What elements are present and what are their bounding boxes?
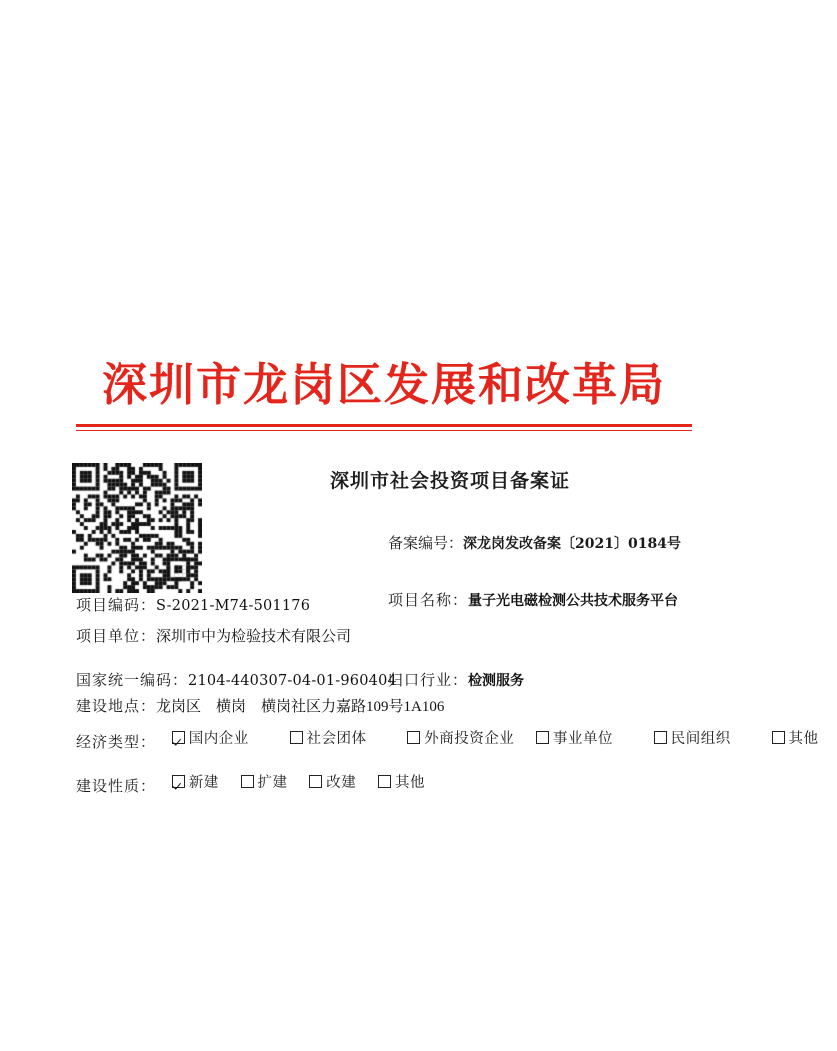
qr-code-icon — [72, 463, 202, 593]
checkbox-icon[interactable] — [378, 775, 391, 788]
field-industry-label: 归口行业： — [388, 673, 469, 689]
field-project-code-label: 项目编码： — [76, 598, 157, 614]
field-national-code-label: 国家统一编码： — [76, 673, 189, 689]
field-project-name — [388, 589, 678, 610]
checkbox-icon[interactable] — [536, 731, 549, 744]
construction-nature-option-new[interactable]: 新建 — [172, 772, 219, 794]
issuing-authority-title: 深圳市龙岗区发展和改革局 — [101, 358, 666, 411]
checkbox-icon[interactable] — [241, 775, 254, 788]
field-project-name-label: 项目名称： — [388, 593, 469, 609]
construction-nature-option-other[interactable]: 其他 — [378, 772, 425, 794]
checkbox-icon[interactable] — [172, 775, 185, 788]
field-project-name-value: 量子光电磁检测公共技术服务平台 — [468, 593, 679, 609]
record-number-label: 备案编号： — [388, 536, 464, 552]
construction-nature-option-reconstruction[interactable]: 改建 — [309, 772, 356, 794]
economic-type-label: 经济类型： — [76, 735, 157, 751]
record-number — [388, 532, 681, 553]
economic-type-group — [76, 728, 837, 752]
economic-type-option-foreign-invested[interactable]: 外商投资企业 — [407, 728, 514, 750]
field-national-code-value: 2104-440307-04-01-960404 — [188, 673, 397, 689]
economic-type-option-civil-organization[interactable]: 民间组织 — [654, 728, 750, 750]
economic-type-option-domestic-enterprise[interactable]: 国内企业 — [172, 728, 268, 750]
field-address — [76, 695, 444, 716]
field-industry-value: 检测服务 — [468, 673, 525, 689]
construction-nature-option-expansion[interactable]: 扩建 — [241, 772, 288, 794]
construction-nature-group — [76, 772, 443, 796]
header-divider-thin — [76, 430, 692, 431]
checkbox-icon[interactable] — [172, 731, 185, 744]
field-project-code — [76, 594, 310, 615]
field-project-unit — [76, 625, 351, 646]
checkbox-icon[interactable] — [772, 731, 785, 744]
field-project-unit-value: 深圳市中为检验技术有限公司 — [156, 629, 352, 645]
field-address-value: 龙岗区 横岗 横岗社区力嘉路109号1A106 — [156, 699, 445, 715]
header-divider-thick — [76, 424, 692, 427]
record-number-value: 深龙岗发改备案〔2021〕0184号 — [463, 536, 681, 552]
field-project-code-value: S-2021-M74-501176 — [156, 598, 311, 614]
certificate-title: 深圳市社会投资项目备案证 — [329, 470, 570, 492]
field-industry — [388, 669, 524, 690]
construction-nature-label: 建设性质： — [76, 779, 157, 795]
field-project-unit-label: 项目单位： — [76, 629, 157, 645]
economic-type-option-social-organization[interactable]: 社会团体 — [290, 728, 386, 750]
checkbox-icon[interactable] — [407, 731, 420, 744]
field-national-code — [76, 669, 397, 690]
economic-type-option-public-institution[interactable]: 事业单位 — [536, 728, 632, 750]
economic-type-option-other[interactable]: 其他 — [772, 728, 819, 750]
field-address-label: 建设地点： — [76, 699, 157, 715]
checkbox-icon[interactable] — [309, 775, 322, 788]
checkbox-icon[interactable] — [654, 731, 667, 744]
checkbox-icon[interactable] — [290, 731, 303, 744]
